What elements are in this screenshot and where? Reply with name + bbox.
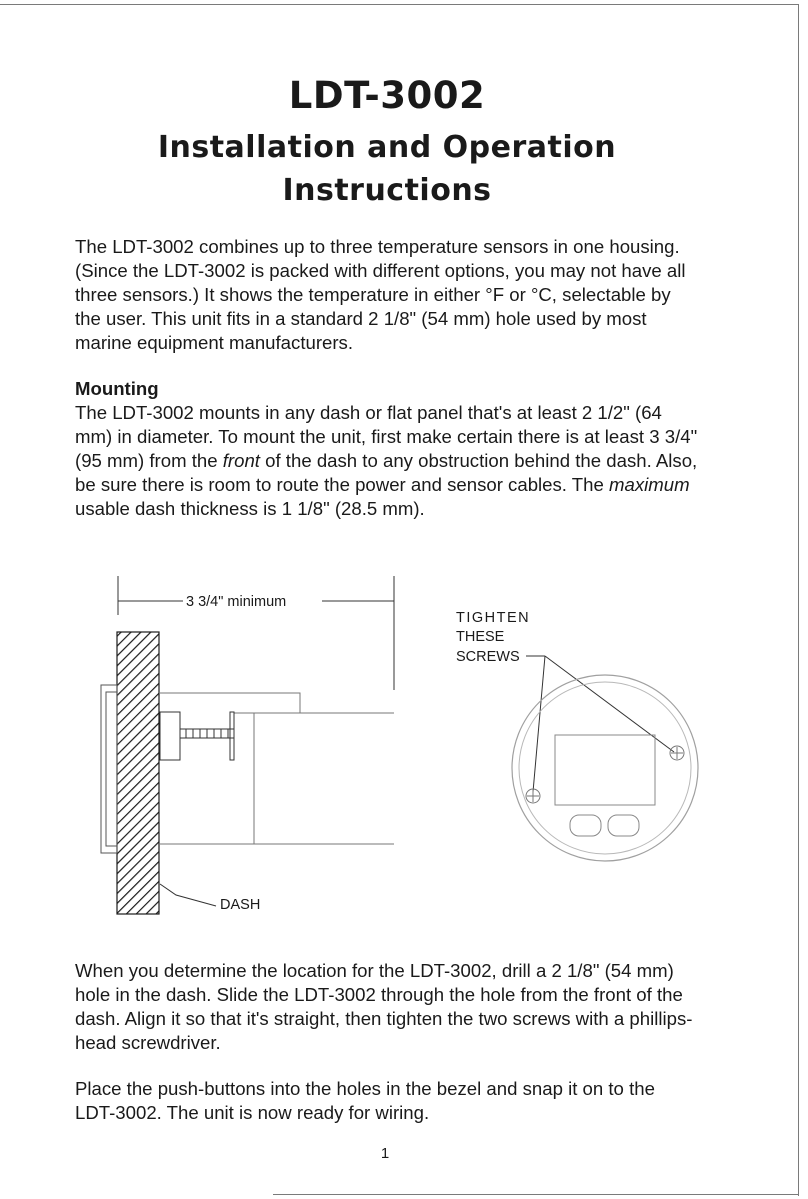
dash-panel (117, 632, 159, 914)
push-button-left (570, 815, 601, 836)
mounting-paragraph (75, 401, 700, 521)
dash-label: DASH (220, 897, 261, 913)
gauge-bezel-side (101, 685, 117, 853)
mounting-text-front: front (222, 450, 260, 471)
screw-right (670, 746, 684, 760)
gauge-display-window (555, 735, 655, 805)
mounting-heading: Mounting (75, 378, 159, 399)
mounting-text-maximum: maximum (609, 474, 690, 495)
page-border-bottom (273, 1194, 799, 1195)
push-button-right (608, 815, 639, 836)
dash-leader-line (160, 884, 216, 906)
gauge-front-view (512, 675, 698, 861)
intro-paragraph: The LDT-3002 combines up to three temperature sensors in one housing. (Since the LDT-3002 is packed with different options, you may not have all three sensors.) It shows the temperature in either °F or °C, selectable by the user. This unit fits in a standard 2 1/8" (54 mm) hole used by most marine equipment manufacturers. (75, 236, 686, 353)
document-subtitle-line1: Installation and Operation (157, 130, 617, 165)
tighten-label-line3: SCREWS (456, 649, 520, 665)
document-subtitle-line2: Instructions (282, 173, 492, 208)
screw-leader-lines (526, 656, 674, 792)
installation-diagram (0, 560, 808, 930)
gauge-body-side (159, 693, 394, 844)
mounting-text-a: The LDT-3002 mounts in any dash or flat panel that's at least 2 1/2" (64 mm) in diameter. To mount the unit, first make certain there is at least 3 3/4" (95 mm) from the (75, 402, 698, 471)
mounting-clamp (160, 712, 234, 760)
dimension-label: 3 3/4" minimum (186, 594, 287, 610)
drill-paragraph: When you determine the location for the LDT-3002, drill a 2 1/8" (54 mm) hole in the dash. Slide the LDT-3002 through the hole from the front of the dash. Align it so that it's straight, then tighten the two screws with a phillips-head screwdriver. (75, 960, 693, 1053)
tighten-label-line1: TIGHTEN (456, 610, 531, 626)
document-title: LDT-3002 (288, 74, 486, 117)
mounting-text-c: usable dash thickness is 1 1/8" (28.5 mm). (75, 498, 425, 519)
mounting-text-b: of the dash to any obstruction behind the dash. Also, be sure there is room to route the power and sensor cables. The (75, 450, 698, 495)
page-border-top (0, 4, 799, 5)
buttons-paragraph: Place the push-buttons into the holes in the bezel and snap it on to the LDT-3002. The unit is now ready for wiring. (75, 1078, 655, 1123)
screw-left (526, 789, 540, 803)
page-number: 1 (380, 1145, 390, 1162)
tighten-label-line2: THESE (456, 629, 505, 645)
